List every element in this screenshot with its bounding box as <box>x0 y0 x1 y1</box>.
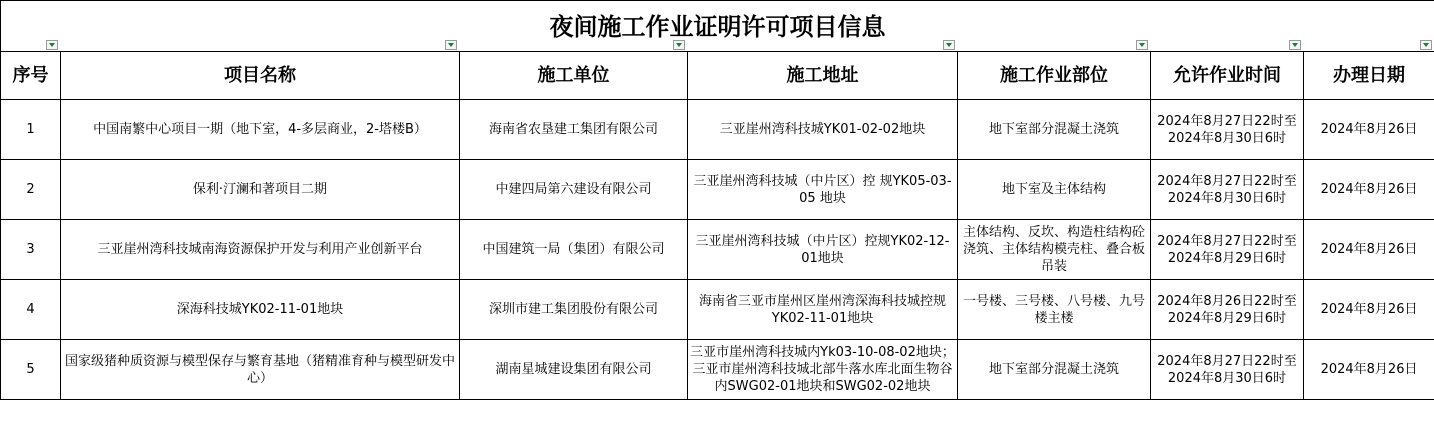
table-row <box>1 220 1434 280</box>
filter-dropdown-icon[interactable] <box>1136 40 1148 50</box>
cell-work-area[interactable]: 地下室部分混凝土浇筑 <box>958 340 1151 400</box>
filter-dropdown-icon[interactable] <box>1420 40 1432 50</box>
cell-contractor[interactable]: 中国建筑一局（集团）有限公司 <box>460 220 688 280</box>
cell-work-area[interactable]: 主体结构、反坎、构造柱结构砼浇筑、主体结构模壳柱、叠合板吊装 <box>958 220 1151 280</box>
header-work-area[interactable]: 施工作业部位 <box>958 52 1151 100</box>
cell-contractor[interactable]: 中建四局第六建设有限公司 <box>460 160 688 220</box>
cell-allowed-time[interactable]: 2024年8月27日22时至2024年8月30日6时 <box>1151 160 1304 220</box>
cell-project-name[interactable]: 保利·汀澜和著项目二期 <box>61 160 460 220</box>
cell-contractor[interactable]: 海南省农垦建工集团有限公司 <box>460 100 688 160</box>
cell-allowed-time[interactable]: 2024年8月27日22时至2024年8月30日6时 <box>1151 100 1304 160</box>
cell-work-area[interactable]: 地下室部分混凝土浇筑 <box>958 100 1151 160</box>
cell-work-area[interactable]: 地下室及主体结构 <box>958 160 1151 220</box>
cell-work-area[interactable]: 一号楼、三号楼、八号楼、九号楼主楼 <box>958 280 1151 340</box>
filter-dropdown-icon[interactable] <box>943 40 955 50</box>
cell-contractor[interactable]: 深圳市建工集团股份有限公司 <box>460 280 688 340</box>
header-processing-date[interactable]: 办理日期 <box>1304 52 1434 100</box>
filter-dropdown-icon[interactable] <box>46 40 58 50</box>
sheet-title: 夜间施工作业证明许可项目信息 <box>549 11 886 41</box>
title-row <box>1 1 1434 52</box>
cell-processing-date[interactable]: 2024年8月26日 <box>1304 280 1434 340</box>
header-allowed-time[interactable]: 允许作业时间 <box>1151 52 1304 100</box>
cell-processing-date[interactable]: 2024年8月26日 <box>1304 220 1434 280</box>
header-project-name[interactable]: 项目名称 <box>61 52 460 100</box>
filter-dropdown-icon[interactable] <box>1289 40 1301 50</box>
cell-address[interactable]: 三亚崖州湾科技城（中片区）控规YK02-12-01地块 <box>688 220 958 280</box>
header-contractor[interactable]: 施工单位 <box>460 52 688 100</box>
table-row <box>1 100 1434 160</box>
cell-allowed-time[interactable]: 2024年8月27日22时至2024年8月29日6时 <box>1151 220 1304 280</box>
table-row <box>1 280 1434 340</box>
header-address[interactable]: 施工地址 <box>688 52 958 100</box>
cell-project-name[interactable]: 国家级猪种质资源与模型保存与繁育基地（猪精准育种与模型研发中心） <box>61 340 460 400</box>
cell-processing-date[interactable]: 2024年8月26日 <box>1304 340 1434 400</box>
cell-address[interactable]: 三亚崖州湾科技城（中片区）控 规YK05-03-05 地块 <box>688 160 958 220</box>
cell-index[interactable]: 4 <box>1 280 61 340</box>
cell-index[interactable]: 5 <box>1 340 61 400</box>
cell-allowed-time[interactable]: 2024年8月26日22时至2024年8月29日6时 <box>1151 280 1304 340</box>
cell-index[interactable]: 1 <box>1 100 61 160</box>
cell-contractor[interactable]: 湖南星城建设集团有限公司 <box>460 340 688 400</box>
sheet-title-cell[interactable] <box>1 1 1434 52</box>
cell-project-name[interactable]: 深海科技城YK02-11-01地块 <box>61 280 460 340</box>
table-row <box>1 340 1434 400</box>
cell-processing-date[interactable]: 2024年8月26日 <box>1304 100 1434 160</box>
cell-processing-date[interactable]: 2024年8月26日 <box>1304 160 1434 220</box>
cell-index[interactable]: 3 <box>1 220 61 280</box>
cell-address[interactable]: 海南省三亚市崖州区崖州湾深海科技城控规YK02-11-01地块 <box>688 280 958 340</box>
header-row <box>1 52 1434 100</box>
header-index[interactable]: 序号 <box>1 52 61 100</box>
cell-address[interactable]: 三亚崖州湾科技城YK01-02-02地块 <box>688 100 958 160</box>
cell-index[interactable]: 2 <box>1 160 61 220</box>
cell-project-name[interactable]: 中国南繁中心项目一期（地下室，4-多层商业，2-塔楼B） <box>61 100 460 160</box>
cell-address[interactable]: 三亚市崖州湾科技城内Yk03-10-08-02地块；三亚市崖州湾科技城北部牛落水库北面生物谷内SWG02-01地块和SWG02-02地块 <box>688 340 958 400</box>
cell-project-name[interactable]: 三亚崖州湾科技城南海资源保护开发与利用产业创新平台 <box>61 220 460 280</box>
filter-dropdown-icon[interactable] <box>445 40 457 50</box>
table-row <box>1 160 1434 220</box>
filter-dropdown-icon[interactable] <box>673 40 685 50</box>
cell-allowed-time[interactable]: 2024年8月27日22时至2024年8月30日6时 <box>1151 340 1304 400</box>
